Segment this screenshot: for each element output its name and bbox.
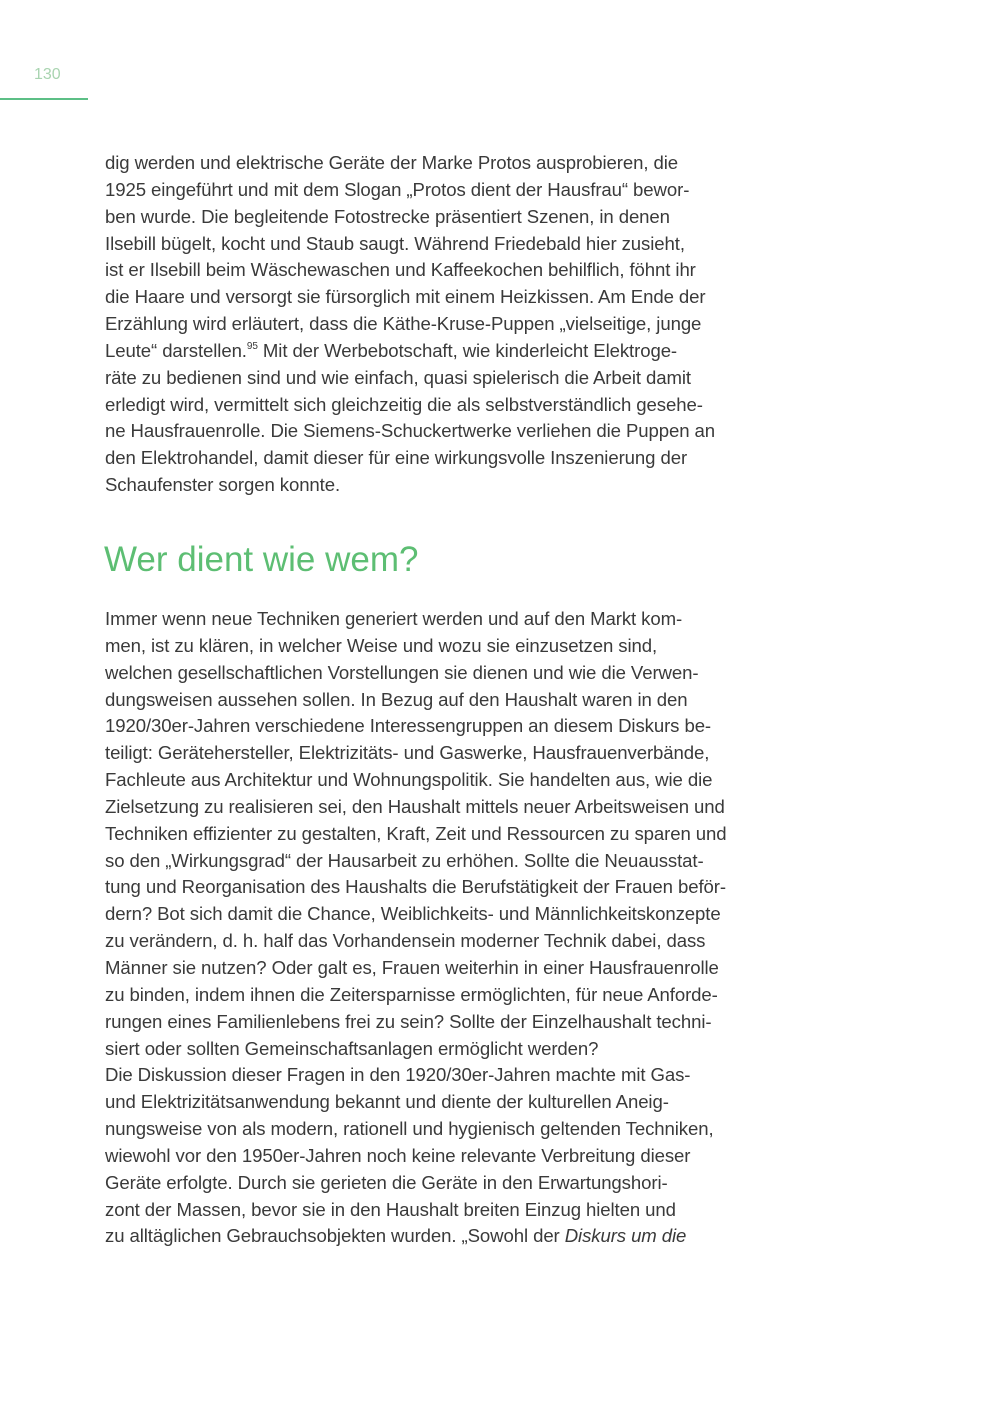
text-line: zu binden, indem ihnen die Zeitersparnisse ermöglichten, für neue Anforde- [105, 983, 718, 1005]
text-line: und Elektrizitätsanwendung bekannt und diente der kulturellen Aneig- [105, 1091, 669, 1113]
text-line: Zielsetzung zu realisieren sei, den Haushalt mittels neuer Arbeitsweisen und [105, 795, 725, 817]
text-line: tung und Reorganisation des Haushalts die Berufstätigkeit der Frauen beför- [105, 876, 726, 898]
text-segment: Leute“ darstellen. [105, 339, 247, 361]
text-line: den Elektrohandel, damit dieser für eine wirkungsvolle Inszenierung der [105, 447, 688, 469]
text-line: teiligt: Gerätehersteller, Elektrizitäts- und Gaswerke, Hausfrauenverbände, [105, 742, 710, 764]
text-line: rungen eines Familienlebens frei zu sein? Sollte der Einzelhaushalt techni- [105, 1010, 712, 1032]
text-line: ne Hausfrauenrolle. Die Siemens-Schuckertwerke verliehen die Puppen an [105, 420, 716, 442]
text-line: wiewohl vor den 1950er-Jahren noch keine relevante Verbreitung dieser [105, 1144, 691, 1166]
text-line: dig werden und elektrische Geräte der Marke Protos ausprobieren, die [105, 152, 679, 173]
text-line: räte zu bedienen sind und wie einfach, quasi spielerisch die Arbeit damit [105, 366, 691, 388]
paragraph-2 [105, 606, 727, 1250]
text-line: Immer wenn neue Techniken generiert werden und auf den Markt kom- [105, 608, 683, 629]
text-segment: zu alltäglichen Gebrauchsobjekten wurden. „Sowohl der [105, 1225, 565, 1247]
footnote-reference[interactable]: 95 [246, 340, 258, 352]
text-line: Männer sie nutzen? Oder galt es, Frauen weiterhin in einer Hausfrauenrolle [105, 956, 719, 978]
text-line: Ilsebill bügelt, kocht und Staub saugt. Während Friedebald hier zusieht, [105, 232, 685, 254]
text-line: dungsweisen aussehen sollen. In Bezug auf den Haushalt waren in den [105, 688, 688, 710]
text-line: ben wurde. Die begleitende Fotostrecke präsentiert Szenen, in denen [105, 205, 670, 227]
text-line: 1920/30er-Jahren verschiedene Interessengruppen an diesem Diskurs be- [105, 715, 712, 737]
text-line: Geräte erfolgte. Durch sie gerieten die Geräte in den Erwartungshori- [105, 1171, 668, 1193]
text-line: erledigt wird, vermittelt sich gleichzeitig die als selbstverständlich gesehe- [105, 393, 703, 415]
text-line [105, 1223, 727, 1250]
text-line: Fachleute aus Architektur und Wohnungspolitik. Sie handelten aus, wie die [105, 769, 713, 791]
text-line: Techniken effizienter zu gestalten, Kraft, Zeit und Ressourcen zu sparen und [105, 822, 727, 844]
text-line: nungsweise von als modern, rationell und hygienisch geltenden Techniken, [105, 1118, 714, 1140]
text-line: siert oder sollten Gemeinschaftsanlagen ermöglicht werden? [105, 1037, 599, 1059]
page-number: 130 [34, 66, 61, 83]
text-line: Erzählung wird erläutert, dass die Käthe-Kruse-Puppen „vielseitige, junge [105, 313, 702, 335]
text-line: Die Diskussion dieser Fragen in den 1920/30er-Jahren machte mit Gas- [105, 1064, 691, 1086]
header-rule [0, 98, 88, 100]
text-line: dern? Bot sich damit die Chance, Weiblichkeits- und Männlichkeitskonzepte [105, 903, 721, 925]
text-segment: Mit der Werbebotschaft, wie kinderleicht Elektroge- [257, 339, 678, 361]
text-line [105, 338, 715, 365]
text-line: Schaufenster sorgen konnte. [105, 474, 341, 496]
text-line: men, ist zu klären, in welcher Weise und wozu sie einzusetzen sind, [105, 634, 658, 656]
text-line: so den „Wirkungsgrad“ der Hausarbeit zu erhöhen. Sollte die Neuausstat- [105, 849, 704, 871]
italic-text: Diskurs um die [564, 1225, 687, 1247]
text-line: die Haare und versorgt sie fürsorglich mit einem Heizkissen. Am Ende der [105, 286, 706, 308]
paragraph-1 [105, 150, 715, 499]
text-line: zont der Massen, bevor sie in den Haushalt breiten Einzug hielten und [105, 1198, 676, 1220]
text-line: ist er Ilsebill beim Wäschewaschen und Kaffeekochen behilflich, föhnt ihr [105, 259, 696, 281]
section-heading: Wer dient wie wem? [104, 540, 419, 579]
text-line: zu verändern, d. h. half das Vorhandensein moderner Technik dabei, dass [105, 930, 706, 952]
text-line: welchen gesellschaftlichen Vorstellungen sie dienen und wie die Verwen- [105, 661, 699, 683]
text-line: 1925 eingeführt und mit dem Slogan „Protos dient der Hausfrau“ bewor- [105, 178, 690, 200]
